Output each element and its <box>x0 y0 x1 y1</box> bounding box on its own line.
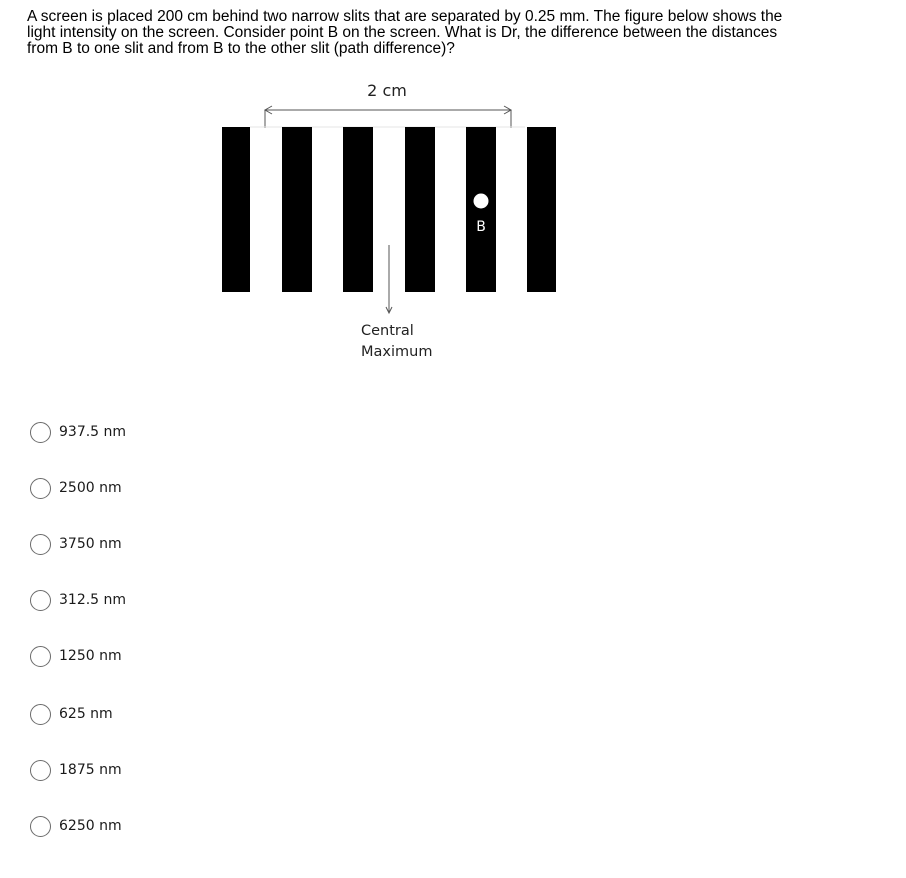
fringe-diagram <box>210 74 570 374</box>
answer-option[interactable] <box>30 812 126 840</box>
dark-fringe <box>527 127 556 292</box>
point-b-label: B <box>476 219 486 235</box>
dark-fringe <box>466 127 496 292</box>
dark-fringe <box>282 127 312 292</box>
answer-option[interactable] <box>30 586 126 614</box>
point-b-marker <box>474 194 489 209</box>
radio-button[interactable] <box>30 478 51 499</box>
width-dimension-arrow <box>265 106 511 128</box>
radio-button[interactable] <box>30 422 51 443</box>
option-label: 1250 nm <box>59 648 122 664</box>
answer-option[interactable] <box>30 530 126 558</box>
radio-button[interactable] <box>30 760 51 781</box>
central-label-line2: Maximum <box>361 344 433 360</box>
option-label: 625 nm <box>59 706 113 722</box>
answer-option[interactable] <box>30 642 126 670</box>
radio-button[interactable] <box>30 704 51 725</box>
answer-option[interactable] <box>30 756 126 784</box>
dark-fringe <box>222 127 250 292</box>
radio-button[interactable] <box>30 534 51 555</box>
answer-option[interactable] <box>30 418 126 446</box>
answer-option[interactable] <box>30 474 126 502</box>
answer-options <box>30 418 126 866</box>
radio-button[interactable] <box>30 816 51 837</box>
option-label: 6250 nm <box>59 818 122 834</box>
dark-fringe <box>343 127 373 292</box>
central-maximum-arrow <box>386 245 392 313</box>
option-label: 312.5 nm <box>59 592 127 608</box>
option-label: 3750 nm <box>59 536 122 552</box>
option-label: 1875 nm <box>59 762 122 778</box>
dark-fringe <box>405 127 435 292</box>
question-text: A screen is placed 200 cm behind two narrow slits that are separated by 0.25 mm. The figure below shows the light intensity on the screen. Consider point B on the screen. What is Dr, the difference between the distances from B to one slit and from B to the other slit (path difference)? <box>27 8 783 57</box>
option-label: 2500 nm <box>59 480 122 496</box>
radio-button[interactable] <box>30 590 51 611</box>
radio-button[interactable] <box>30 646 51 667</box>
interference-pattern-figure <box>210 74 570 374</box>
answer-option[interactable] <box>30 700 126 728</box>
central-label-line1: Central <box>361 323 414 339</box>
width-label: 2 cm <box>367 81 407 100</box>
option-label: 937.5 nm <box>59 424 127 440</box>
